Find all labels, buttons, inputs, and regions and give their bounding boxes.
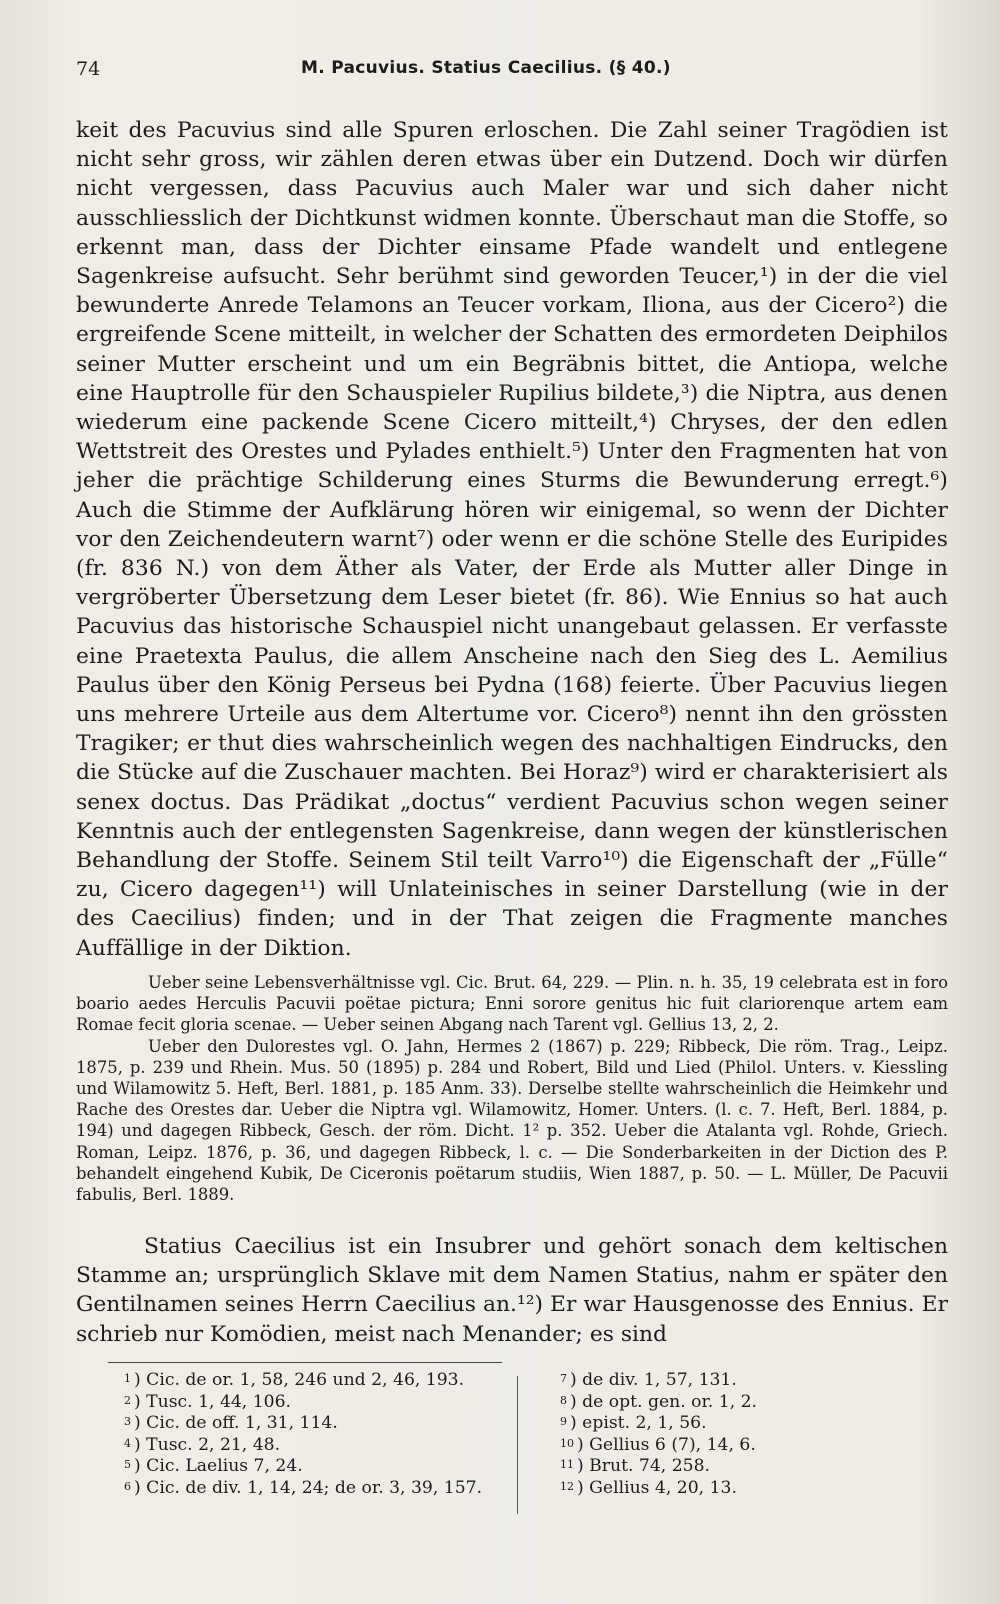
footnote-column-divider [517,1376,518,1514]
main-paragraph [76,116,948,963]
footnote: $^2$ ) Tusc. 1, 44, 106. [124,1391,292,1412]
footnote: $^9$ ) epist. 2, 1, 56. [560,1413,707,1434]
footnote: $^3$ ) Cic. de off. 1, 31, 114. [124,1413,338,1434]
footnote: $^{12}$ ) Gellius 4, 20, 13. [560,1477,737,1498]
footnote: $^7$ ) de div. 1, 57, 131. [560,1370,737,1390]
footnote-rule [108,1362,502,1363]
section-caecilius [76,1232,948,1349]
running-title: M. Pacuvius. Statius Caecilius. (§ 40.) [301,58,671,78]
page-number: 74 [76,58,101,80]
note-2: Ueber den Dulorestes vgl. O. Jahn, Hermes 2 (1867) p. 229; Ribbeck, Die röm. Trag., Leipz. 1875, p. 239 und Rhein. Mus. 50 (1895) p. 284 und Robert, Bild und Lied (Philol. Unters. v. Kiessling und Wilamowitz 5. Heft, Berl. 1881, p. 185 Anm. 33). Derselbe stellte wahrscheinlich die Heimkehr und Rache des Orestes dar. Ueber die Niptra vgl. Wilamowitz, Homer. Unters. (l. c. 7. Heft, Berl. 1884, p. 194) und dagegen Ribbeck, Gesch. der röm. Dicht. 1² p. 352. Ueber die Atalanta vgl. Rohde, Griech. Roman, Leipz. 1876, p. 36, und dagegen Ribbeck, l. c. — Die Sonderbarkeiten in der Diction des P. behandelt eingehend Kubik, De Ciceronis poëtarum studiis, Wien 1887, p. 50. — L. Müller, De Pacuvii fabulis, Berl. 1889. [76,1036,948,1205]
bibliographic-notes [76,972,948,1205]
footnote: $^5$ ) Cic. Laelius 7, 24. [124,1456,303,1477]
section-text: Statius Caecilius ist ein Insubrer und gehört sonach dem keltischen Stamme an; ursprünglich Sklave mit dem Namen Statius, nahm er später den Gentilnamen seines Herrn Caecilius an.¹²) Er war Hausgenosse des Ennius. Er schrieb nur Komödien, meist nach Menander; es sind [76,1234,948,1347]
footnote: $^{11}$ ) Brut. 74, 258. [560,1456,710,1477]
footnote: $^1$ ) Cic. de or. 1, 58, 246 und 2, 46, 193. [124,1370,465,1390]
footnotes-left [124,1370,514,1500]
footnote: $^4$ ) Tusc. 2, 21, 48. [124,1434,281,1455]
footnote: $^{10}$ ) Gellius 6 (7), 14, 6. [560,1434,756,1455]
note-1: Ueber seine Lebensverhältnisse vgl. Cic. Brut. 64, 229. — Plin. n. h. 35, 19 celebrata est in foro boario aedes Herculis Pacuvii poëtae pictura; Enni sorore genitus hic fuit clariorenque artem eam Romae fecit gloria scenae. — Ueber seinen Abgang nach Tarent vgl. Gellius 13, 2, 2. [76,973,948,1035]
footnotes-right [560,1370,860,1500]
footnote: $^8$ ) de opt. gen. or. 1, 2. [560,1391,758,1412]
main-text: keit des Pacuvius sind alle Spuren erloschen. Die Zahl seiner Tragödien ist nicht sehr gross, wir zählen deren etwas über ein Dutzend. Doch wir dürfen nicht vergessen, dass Pacuvius auch Maler war und sich daher nicht ausschliesslich der Dichtkunst widmen konnte. Überschaut man die Stoffe, so erkennt man, dass der Dichter einsame Pfade wandelt und entlegene Sagenkreise aufsucht. Sehr berühmt sind geworden Teucer,¹) in der die viel bewunderte Anrede Telamons an Teucer vorkam, Iliona, aus der Cicero²) die ergreifende Scene mitteilt, in welcher der Schatten des ermordeten Deiphilos seiner Mutter erscheint und um ein Begräbnis bittet, die Antiopa, welche eine Hauptrolle für den Schauspieler Rupilius bildete,³) die Niptra, aus denen wiederum eine packende Scene Cicero mitteilt,⁴) Chryses, der den edlen Wettstreit des Orestes und Pylades enthielt.⁵) Unter den Fragmenten hat von jeher die prächtige Schilderung eines Sturms die Bewunderung erregt.⁶) Auch die Stimme der Aufklärung hören wir einigemal, so wenn der Dichter vor den Zeichendeutern warnt⁷) oder wenn er die schöne Stelle des Euripides (fr. 836 N.) von dem Äther als Vater, der Erde als Mutter aller Dinge in vergröberter Übersetzung dem Leser bietet (fr. 86). Wie Ennius so hat auch Pacuvius das historische Schauspiel nicht unangebaut gelassen. Er verfasste eine Praetexta Paulus, die allem Anscheine nach den Sieg des L. Aemilius Paulus über den König Perseus bei Pydna (168) feierte. Über Pacuvius liegen uns mehrere Urteile aus dem Altertume vor. Cicero⁸) nennt ihn den grössten Tragiker; er thut dies wahrscheinlich wegen des nachhaltigen Eindrucks, den die Stücke auf die Zuschauer machten. Bei Horaz⁹) wird er charakterisiert als senex doctus. Das Prädikat „doctus“ verdient Pacuvius schon wegen seiner Kenntnis auch der entlegensten Sagenkreise, dann wegen der künstlerischen Behandlung der Stoffe. Seinem Stil teilt Varro¹⁰) die Eigenschaft der „Fülle“ zu, Cicero dagegen¹¹) will Unlateinisches in seiner Darstellung (wie in der des Caecilius) finden; und in der That zeigen die Fragmente manches Auffällige in der Diktion. [76,118,948,961]
footnote: $^6$ ) Cic. de div. 1, 14, 24; de or. 3, 39, 157. [124,1477,483,1498]
